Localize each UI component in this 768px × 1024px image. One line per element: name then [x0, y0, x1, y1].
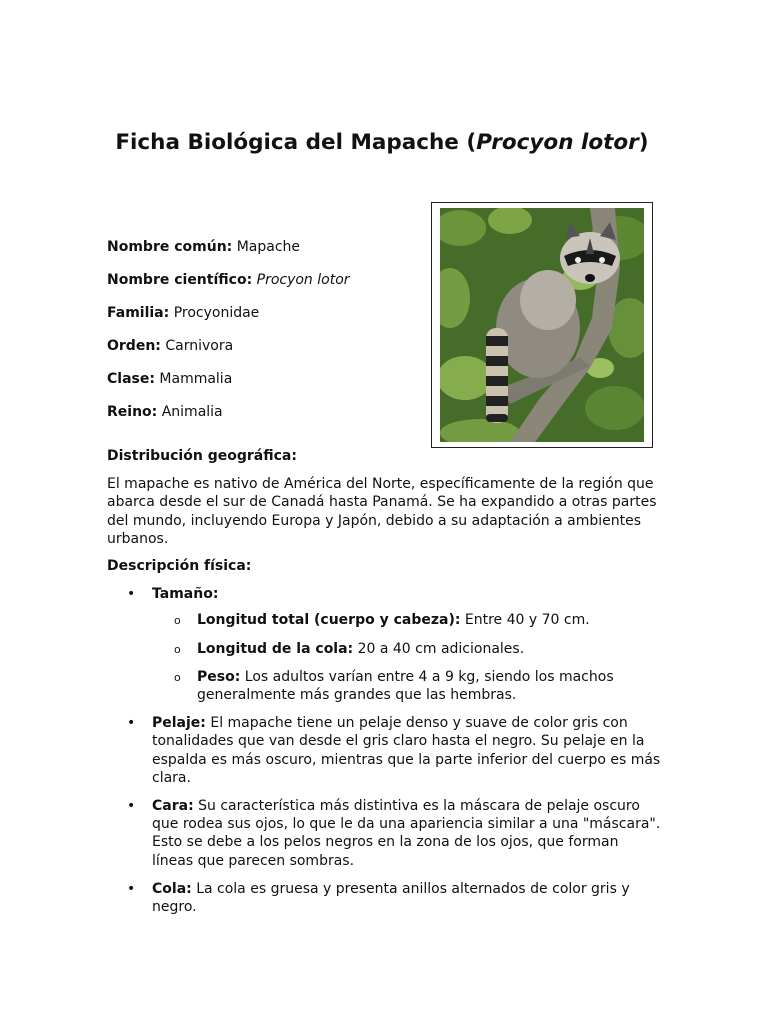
size-label: Tamaño:: [152, 586, 219, 603]
list-item-weight: [152, 668, 662, 704]
field-scientific-name: [107, 271, 417, 304]
field-label: Familia:: [107, 305, 170, 321]
title-prefix: Ficha Biológica del Mapache (: [115, 130, 477, 155]
list-item-fur: [107, 714, 662, 787]
field-label: Reino:: [107, 404, 158, 420]
list-item-face: [107, 797, 662, 870]
field-value: Mapache: [236, 239, 301, 255]
item-label: Longitud de la cola:: [197, 640, 354, 657]
item-label: Cara:: [152, 798, 194, 815]
field-common-name: [107, 238, 417, 271]
item-label: Pelaje:: [152, 715, 206, 732]
field-class: [107, 370, 417, 403]
field-order: [107, 337, 417, 370]
field-value: Mammalia: [159, 371, 233, 387]
field-label: Orden:: [107, 338, 161, 354]
item-text: El mapache tiene un pelaje denso y suave de color gris con tonalidades que van desde el gris claro hasta el negro. Su pelaje en la espalda es más oscuro, mientras que la parte inferior del cuerpo es más clara.: [152, 715, 661, 786]
raccoon-photo: [440, 208, 644, 442]
field-value: Carnivora: [165, 338, 234, 354]
field-value: Procyon lotor: [256, 272, 350, 288]
description-list: [107, 585, 662, 916]
field-family: [107, 304, 417, 337]
field-label: Nombre científico:: [107, 272, 253, 288]
distribution-section: [107, 447, 662, 548]
item-text: 20 a 40 cm adicionales.: [357, 640, 525, 657]
field-label: Nombre común:: [107, 239, 233, 255]
list-item-size: [107, 585, 662, 704]
list-item-tail: [107, 880, 662, 916]
raccoon-photo-frame: [431, 202, 653, 448]
distribution-text: El mapache es nativo de América del Norte, específicamente de la región que abarca desde el sur de Canadá hasta Panamá. Se ha expandido a otras partes del mundo, incluyendo Europa y Japón, debido a su adaptación a ambientes urbanos.: [107, 476, 657, 547]
list-item-total-length: [152, 611, 662, 629]
description-heading: Descripción física:: [107, 558, 252, 574]
item-label: Cola:: [152, 880, 192, 897]
title-suffix: ): [638, 130, 649, 155]
item-text: Su característica más distintiva es la máscara de pelaje oscuro que rodea sus ojos, lo que le da una apariencia similar a una "máscara". Esto se debe a los pelos negros en la zona de los ojos, que forman líneas que parecen sombras.: [152, 798, 661, 869]
item-text: Los adultos varían entre 4 a 9 kg, siendo los machos generalmente más grandes que las hembras.: [197, 668, 614, 704]
list-item-tail-length: [152, 640, 662, 658]
item-label: Peso:: [197, 668, 241, 685]
field-value: Animalia: [161, 404, 223, 420]
field-label: Clase:: [107, 371, 155, 387]
item-label: Longitud total (cuerpo y cabeza):: [197, 612, 461, 629]
page-title: [107, 128, 657, 158]
taxonomy-fields: [107, 238, 417, 436]
item-text: La cola es gruesa y presenta anillos alternados de color gris y negro.: [152, 880, 630, 916]
title-scientific-name: Procyon lotor: [476, 130, 639, 155]
size-sublist: [152, 611, 662, 704]
distribution-heading: Distribución geográfica:: [107, 448, 297, 464]
description-section: [107, 557, 662, 926]
item-text: Entre 40 y 70 cm.: [464, 612, 590, 629]
field-value: Procyonidae: [173, 305, 260, 321]
field-kingdom: [107, 403, 417, 436]
